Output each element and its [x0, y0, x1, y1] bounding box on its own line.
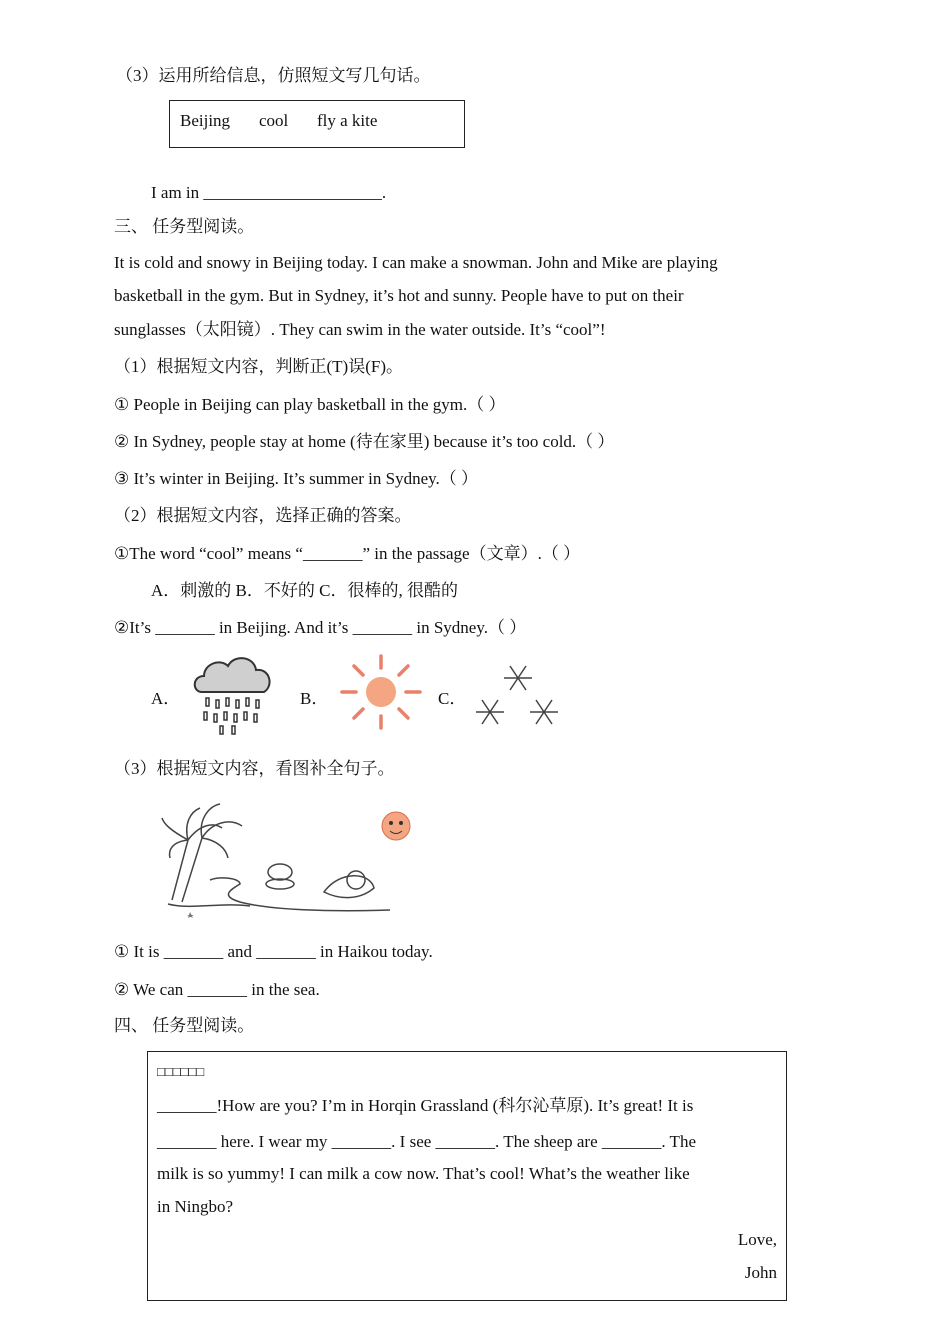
letter-header: □□□□□□ — [157, 1064, 205, 1079]
choice-question-2[interactable]: ②It’s _______ in Beijing. And it’s _______ in Sydney.（ ） — [114, 618, 527, 637]
info-word-beijing: Beijing — [180, 111, 231, 130]
tf-part-title: （1）根据短文内容，判断正(T)误(F)。 — [114, 357, 403, 376]
letter-closing: Love, — [737, 1230, 777, 1249]
passage-line-2: basketball in the gym. But in Sydney, it’s hot and sunny. People have to put on their — [114, 286, 684, 305]
letter-line-3: milk is so yummy! I can milk a cow now. That’s cool! What’s the weather like — [157, 1164, 690, 1183]
letter-signature: John — [744, 1263, 777, 1282]
picture-question-1[interactable]: ① It is _______ and _______ in Haikou today. — [114, 942, 433, 961]
info-box — [169, 100, 465, 148]
beach-scene-illustration — [160, 800, 425, 925]
tf-question-2[interactable]: ② In Sydney, people stay at home (待在家里) because it’s too cold.（ ） — [114, 432, 615, 451]
choice-part-title: （2）根据短文内容，选择正确的答案。 — [114, 506, 412, 525]
option-a-label[interactable]: A． — [151, 689, 181, 708]
info-word-cool: cool — [259, 111, 289, 130]
writing-sentence-blank[interactable]: I am in _____________________. — [151, 183, 387, 202]
letter-line-2[interactable]: _______ here. I wear my _______. I see _______. The sheep are _______. The — [157, 1132, 696, 1151]
section-three-heading: 三、 任务型阅读。 — [114, 217, 255, 236]
choice-question-1[interactable]: ①The word “cool” means “_______” in the passage（文章）.（ ） — [114, 544, 581, 563]
sun-icon[interactable] — [338, 652, 424, 732]
option-b-label[interactable]: B． — [300, 689, 329, 708]
option-c-label[interactable]: C． — [438, 689, 467, 708]
letter-line-1[interactable]: _______!How are you? I’m in Horqin Grassland (科尔沁草原). It’s great! It is — [157, 1096, 694, 1115]
rain-cloud-icon[interactable] — [190, 652, 276, 738]
passage-line-1: It is cold and snowy in Beijing today. I can make a snowman. John and Mike are playing — [114, 253, 718, 272]
info-word-fly-kite: fly a kite — [317, 111, 378, 130]
choice-question-1-options[interactable]: A．刺激的 B．不好的 C．很棒的, 很酷的 — [151, 581, 458, 600]
tf-question-3[interactable]: ③ It’s winter in Beijing. It’s summer in Sydney.（ ） — [114, 469, 479, 488]
tf-question-1[interactable]: ① People in Beijing can play basketball in the gym.（ ） — [114, 395, 506, 414]
picture-part-title: （3）根据短文内容，看图补全句子。 — [114, 759, 395, 778]
letter-box — [147, 1051, 787, 1301]
letter-line-4: in Ningbo? — [157, 1197, 234, 1216]
passage-line-3: sunglasses（太阳镜）. They can swim in the water outside. It’s “cool”! — [114, 320, 606, 339]
section-four-heading: 四、 任务型阅读。 — [114, 1016, 255, 1035]
snowflakes-icon[interactable] — [470, 660, 565, 732]
picture-question-2[interactable]: ② We can _______ in the sea. — [114, 980, 320, 999]
writing-task-title: （3）运用所给信息，仿照短文写几句话。 — [116, 66, 431, 85]
